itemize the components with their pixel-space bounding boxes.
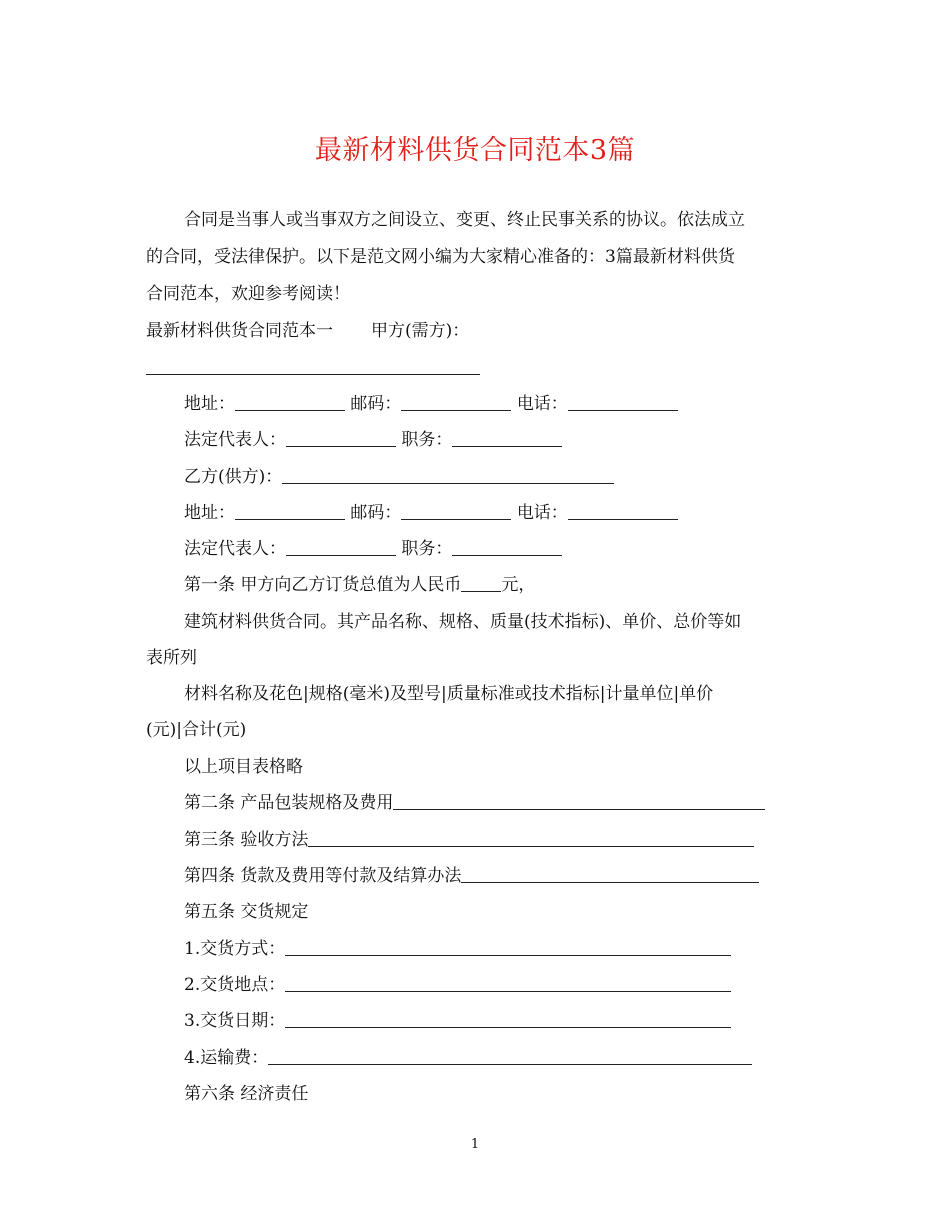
phone-blank: [568, 393, 678, 411]
address-label: 地址：: [184, 503, 235, 523]
party-b-address-row: [184, 501, 678, 525]
article-3: [184, 828, 754, 852]
party-b-rep-row: [184, 537, 562, 561]
delivery-date-blank: [285, 1010, 731, 1028]
article-6: 第六条 经济责任: [184, 1084, 309, 1104]
phone-label: 电话：: [516, 394, 568, 414]
party-b-row: [184, 465, 614, 489]
legal-rep-label: 法定代表人：: [184, 430, 286, 450]
party-a-rep-row: [184, 428, 562, 452]
article-1-detail-line-1: 建筑材料供货合同。其产品名称、规格、质量(技术指标)、单价、总价等如: [184, 612, 742, 632]
postcode-blank: [401, 502, 511, 520]
intro-line-2: 的合同，受法律保护。以下是范文网小编为大家精心准备的：3篇最新材料供货: [146, 247, 735, 267]
postcode-label: 邮码：: [350, 394, 402, 414]
contract-one-heading: 最新材料供货合同范本一: [146, 321, 333, 341]
table-omitted-note: 以上项目表格略: [184, 757, 303, 777]
position-label: 职务：: [401, 539, 453, 559]
section-heading-one: [146, 319, 469, 343]
table-header-line-2: (元)|合计(元): [146, 720, 247, 740]
freight-row: [184, 1046, 752, 1070]
position-blank: [452, 429, 562, 447]
article-2-blank: [393, 792, 765, 810]
legal-rep-blank: [286, 429, 396, 447]
article-3-text: 第三条 验收方法: [184, 830, 309, 850]
legal-rep-label: 法定代表人：: [184, 539, 286, 559]
intro-line-3: 合同范本，欢迎参考阅读！: [146, 284, 350, 304]
article-1: [184, 573, 535, 597]
delivery-date-row: [184, 1009, 731, 1033]
article-2: [184, 791, 765, 815]
table-header-line-1: 材料名称及花色|规格(毫米)及型号|质量标准或技术指标|计量单位|单价: [184, 684, 714, 704]
postcode-blank: [401, 393, 511, 411]
delivery-place-label: 2.交货地点：: [184, 975, 286, 995]
delivery-method-row: [184, 937, 731, 961]
article-1-detail-line-2: 表所列: [146, 648, 197, 668]
party-b-label: 乙方(供方)：: [184, 467, 283, 487]
article-1-text: 第一条 甲方向乙方订货总值为人民币: [184, 575, 462, 595]
article-1-suffix: 元，: [501, 575, 536, 595]
delivery-date-label: 3.交货日期：: [184, 1011, 286, 1031]
position-label: 职务：: [401, 430, 453, 450]
freight-blank: [268, 1047, 752, 1065]
address-blank: [235, 502, 345, 520]
article-5: 第五条 交货规定: [184, 902, 309, 922]
freight-label: 4.运输费：: [184, 1048, 269, 1068]
delivery-method-blank: [285, 938, 731, 956]
article-4-text: 第四条 货款及费用等付款及结算办法: [184, 866, 462, 886]
postcode-label: 邮码：: [350, 503, 402, 523]
position-blank: [452, 538, 562, 556]
article-4: [184, 864, 759, 888]
phone-label: 电话：: [516, 503, 568, 523]
document-title: 最新材料供货合同范本3篇: [314, 135, 636, 166]
delivery-place-blank: [285, 974, 731, 992]
party-a-label: 甲方(需方)：: [371, 321, 470, 341]
intro-line-1: 合同是当事人或当事双方之间设立、变更、终止民事关系的协议。依法成立: [184, 210, 745, 230]
delivery-place-row: [184, 973, 731, 997]
party-b-name-blank: [282, 466, 614, 484]
delivery-method-label: 1.交货方式：: [184, 939, 286, 959]
legal-rep-blank: [286, 538, 396, 556]
party-a-address-row: [184, 392, 678, 416]
address-label: 地址：: [184, 394, 235, 414]
party-a-name-blank: [146, 374, 480, 375]
address-blank: [235, 393, 345, 411]
phone-blank: [568, 502, 678, 520]
total-value-blank: [461, 574, 501, 592]
article-4-blank: [461, 865, 759, 883]
article-2-text: 第二条 产品包装规格及费用: [184, 793, 394, 813]
page-number: 1: [470, 1137, 480, 1152]
article-3-blank: [308, 829, 754, 847]
